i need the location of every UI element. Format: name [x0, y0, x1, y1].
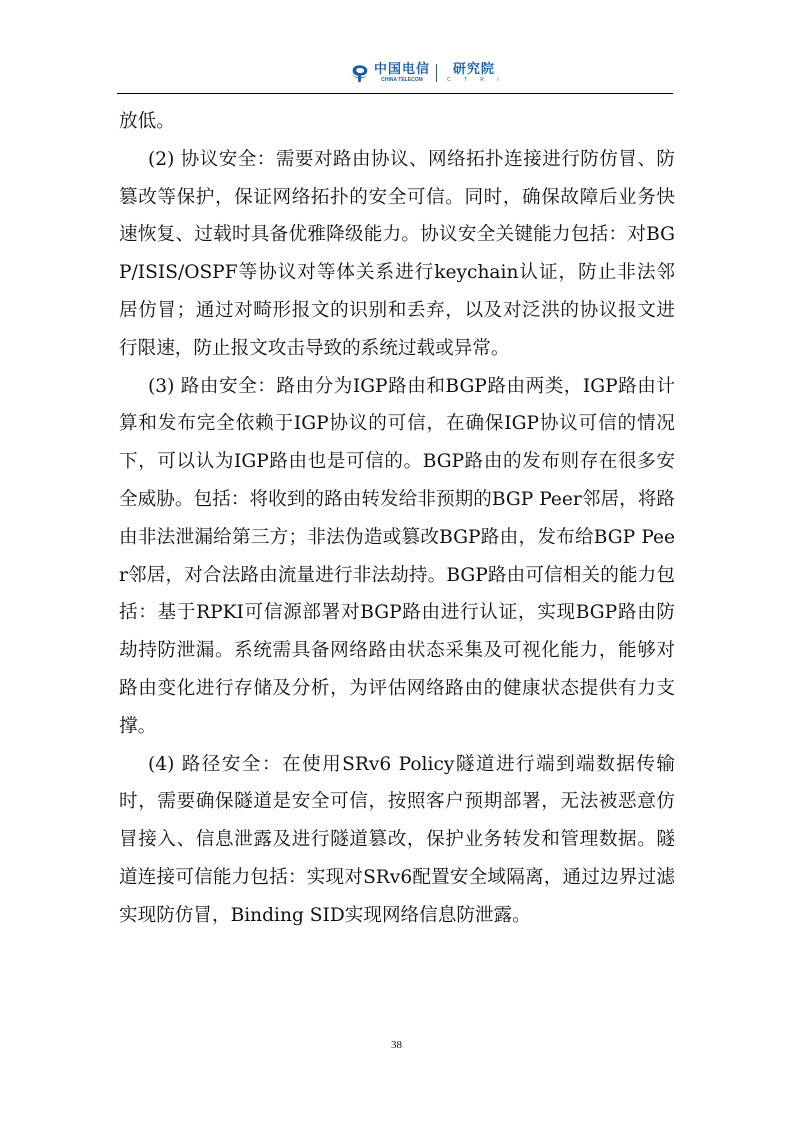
logo-en-text: CHINA TELECOM [381, 77, 423, 83]
document-body [119, 103, 675, 935]
institute-en-text: C T R I [447, 77, 505, 83]
header-logo [349, 58, 505, 88]
paragraph-protocol-security: (2) 协议安全：需要对路由协议、网络拓扑连接进行防仿冒、防篡改等保护，保证网络拓扑的安全可信。同时，确保故障后业务快速恢复、过载时具备优雅降级能力。协议安全关键能力包括：对BGP/ISIS/OSPF等协议对等体关系进行keychain认证，防止非法邻居仿冒；通过对畸形报文的识别和丢弃，以及对泛洪的协议报文进行限速，防止报文攻击导致的系统过载或异常。 [119, 148, 675, 359]
logo-separator [436, 64, 437, 82]
china-telecom-wordmark [374, 63, 430, 83]
institute-cn-text: 研究院 [452, 62, 495, 77]
paragraph-path-security: (4) 路径安全：在使用SRv6 Policy隧道进行端到端数据传输时，需要确保隧道是安全可信，按照客户预期部署，无法被恶意仿冒接入、信息泄露及进行隧道篡改，保护业务转发和管理数据。隧道连接可信能力包括：实现对SRv6配置安全域隔离，通过边界过滤实现防仿冒，Binding SID实现网络信息防泄露。 [119, 753, 675, 926]
page-header [117, 50, 673, 94]
header-divider [117, 93, 673, 94]
china-telecom-logo-icon [349, 62, 371, 84]
page-number: 38 [391, 1039, 402, 1051]
paragraph-continuation: 放低。 [119, 111, 175, 132]
paragraph-routing-security: (3) 路由安全：路由分为IGP路由和BGP路由两类，IGP路由计算和发布完全依赖于IGP协议的可信，在确保IGP协议可信的情况下，可以认为IGP路由也是可信的。BGP路由的发布则存在很多安全威胁。包括：将收到的路由转发给非预期的BGP Peer邻居，将路由非法泄漏给第三方；非法伪造或篡改BGP路由，发布给BGP Peer邻居，对合法路由流量进行非法劫持。BGP路由可信相关的能力包括：基于RPKI可信源部署对BGP路由进行认证，实现BGP路由防劫持防泄漏。系统需具备网络路由状态采集及可视化能力，能够对路由变化进行存储及分析，为评估网络路由的健康状态提供有力支撑。 [119, 375, 675, 737]
logo-cn-text: 中国电信 [374, 62, 431, 77]
ctri-wordmark [443, 63, 505, 83]
